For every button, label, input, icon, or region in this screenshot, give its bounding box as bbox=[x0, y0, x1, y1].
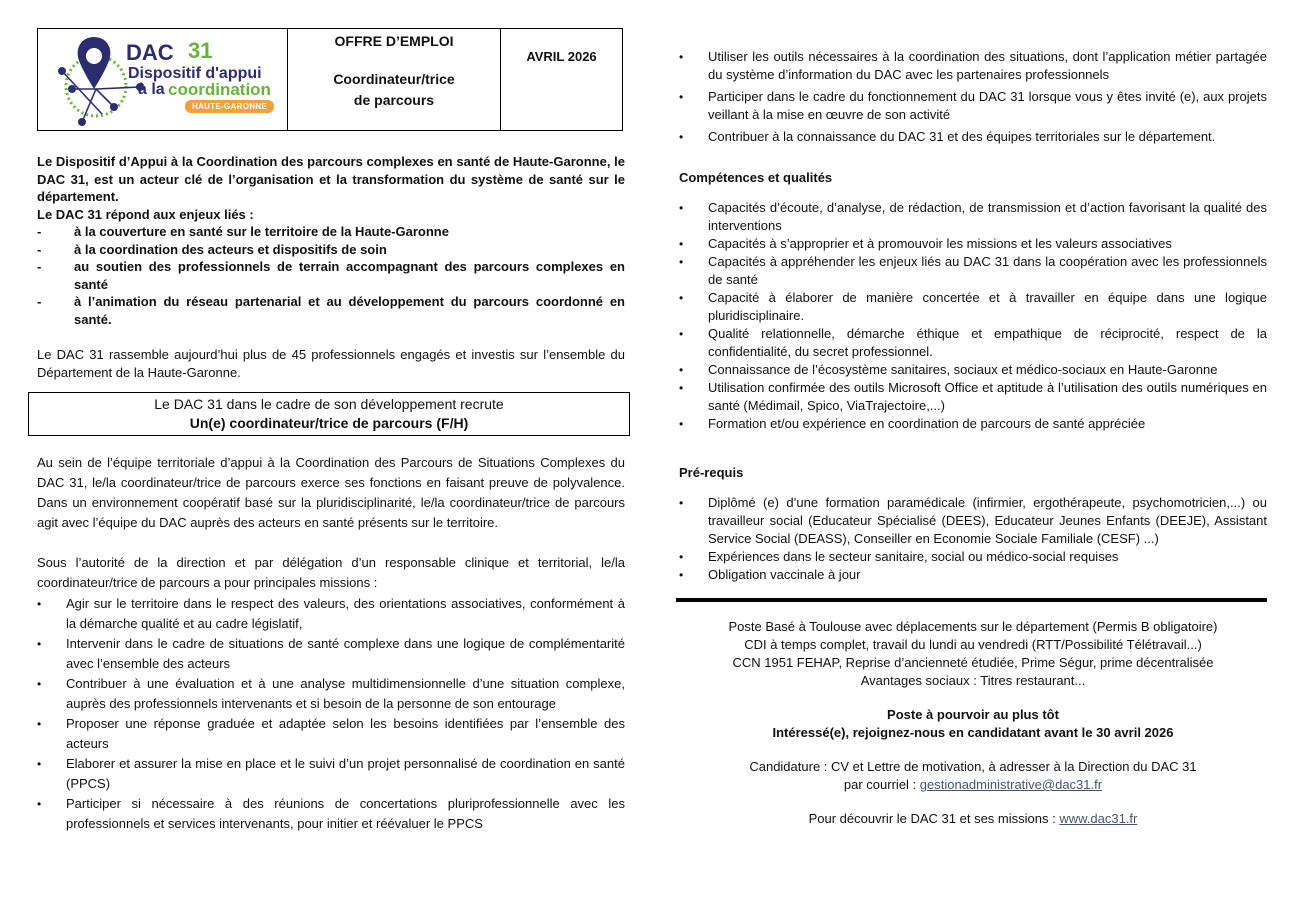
dash-icon: - bbox=[37, 224, 42, 239]
email-lead: par courriel : bbox=[843, 777, 920, 792]
list-item: - à la coordination des acteurs et dispositifs de soin bbox=[37, 241, 387, 257]
list-item: • Capacités à appréhender les enjeux liés au DAC 31 dans la coopération avec les professionnels de santé bbox=[679, 254, 1267, 287]
bullet-icon: • bbox=[679, 417, 684, 431]
dash-icon: - bbox=[37, 259, 42, 274]
email-line bbox=[679, 776, 1267, 794]
right-column bbox=[679, 28, 1267, 828]
list-item: • Contribuer à la connaissance du DAC 31 et des équipes territoriales sur le département. bbox=[679, 129, 1216, 144]
list-item: • Participer dans le cadre du fonctionnement du DAC 31 lorsque vous y êtes invité (e), aux projets veillant à la mise en œuvre de son activité bbox=[679, 89, 1267, 122]
bullet-icon: • bbox=[679, 90, 684, 104]
condition-line: CCN 1951 FEHAP, Reprise d’ancienneté étudiée, Prime Ségur, prime décentralisée bbox=[732, 655, 1214, 670]
logo bbox=[38, 29, 288, 130]
list-item: • Formation et/ou expérience en coordination de parcours de santé appréciée bbox=[679, 416, 1146, 431]
logo-coordination: coordination bbox=[168, 80, 271, 99]
list-item: - à la couverture en santé sur le territoire de la Haute-Garonne bbox=[37, 224, 449, 239]
recruit-box bbox=[28, 392, 630, 436]
description-paragraph2: Sous l’autorité de la direction et par délégation d’un responsable clinique et territorial, le/la coordinateur/trice de parcours a pour principales missions : bbox=[37, 555, 625, 590]
missions-list-left bbox=[37, 594, 625, 834]
bullet-icon: • bbox=[37, 717, 42, 731]
header-table bbox=[37, 28, 623, 131]
enjeux-lead: Le DAC 31 répond aux enjeux liés : bbox=[37, 206, 254, 222]
condition-line: Avantages sociaux : Titres restaurant... bbox=[860, 673, 1086, 688]
deadline: Intéressé(e), rejoignez-nous en candidatant avant le 30 avril 2026 bbox=[772, 725, 1174, 740]
bullet-icon: • bbox=[679, 201, 684, 215]
prerequis-list bbox=[679, 494, 1267, 584]
list-item: • Contribuer à une évaluation et à une analyse multidimensionnelle d’une situation complexe, auprès des professionnels intervenants et si besoin de la personne de son entourage bbox=[37, 676, 625, 711]
job-title-line1: Coordinateur/trice bbox=[333, 71, 455, 87]
bullet-icon: • bbox=[37, 597, 42, 611]
bullet-icon: • bbox=[679, 381, 684, 395]
recruit-line1: Le DAC 31 dans le cadre de son développement recrute bbox=[154, 396, 504, 412]
list-item: • Expériences dans le secteur sanitaire, social ou médico-social requises bbox=[679, 549, 1119, 564]
left-column bbox=[37, 28, 625, 834]
list-item: • Proposer une réponse graduée et adaptée selon les besoins identifiées par l’ensemble des acteurs bbox=[37, 716, 625, 751]
availability: Poste à pourvoir au plus tôt bbox=[887, 707, 1059, 722]
bullet-icon: • bbox=[679, 327, 684, 341]
logo-a-la: à la bbox=[138, 81, 165, 98]
email-link[interactable]: gestionadministrative@dac31.fr bbox=[919, 777, 1103, 792]
bullet-icon: • bbox=[37, 677, 42, 691]
intro-block bbox=[37, 153, 625, 328]
section-divider bbox=[676, 598, 1267, 602]
conditions-block bbox=[679, 618, 1267, 828]
recruit-line2: Un(e) coordinateur/trice de parcours (F/H) bbox=[189, 415, 469, 431]
team-size-paragraph: Le DAC 31 rassemble aujourd’hui plus de 45 professionnels engagés et investis sur l’ensemble du Département de la Haute-Garonne. bbox=[37, 347, 625, 380]
bullet-icon: • bbox=[37, 797, 42, 811]
logo-dispositif: Dispositif d'appui bbox=[128, 65, 262, 82]
dash-icon: - bbox=[37, 294, 42, 309]
website-line bbox=[679, 810, 1267, 828]
list-item: • Capacités d’écoute, d’analyse, de rédaction, de transmission et d’action favorisant la qualité des interventions bbox=[679, 200, 1267, 233]
bullet-icon: • bbox=[679, 50, 684, 64]
list-item: • Qualité relationnelle, démarche éthique et empathique de réciprocité, respect de la confidentialité, du secret professionnel. bbox=[679, 326, 1267, 359]
bullet-icon: • bbox=[679, 496, 684, 510]
missions-list-right bbox=[679, 48, 1267, 146]
website-link[interactable]: www.dac31.fr bbox=[1059, 811, 1138, 826]
list-item: • Participer si nécessaire à des réunions de concertations pluriprofessionnelle avec les professionnels et services intervenants, pour initier et réévaluer le PPCS bbox=[37, 796, 625, 831]
logo-region-badge: HAUTE-GARONNE bbox=[185, 100, 274, 113]
dash-icon: - bbox=[37, 241, 42, 257]
bullet-icon: • bbox=[679, 363, 684, 377]
enjeux-list bbox=[37, 223, 625, 328]
bullet-icon: • bbox=[679, 568, 684, 582]
logo-31: 31 bbox=[188, 38, 213, 63]
bullet-icon: • bbox=[679, 237, 684, 251]
list-item: • Obligation vaccinale à jour bbox=[679, 567, 861, 582]
header-date: AVRIL 2026 bbox=[526, 49, 597, 64]
list-item: • Utiliser les outils nécessaires à la coordination des situations, dont l’application métier partagée du système d’information du DAC avec les partenaires professionnels bbox=[679, 49, 1267, 82]
prerequis-title: Pré-requis bbox=[679, 465, 744, 480]
list-item: • Agir sur le territoire dans le respect des valeurs, des orientations associatives, conformément à la démarche qualité et au cadre législatif, bbox=[37, 596, 625, 631]
list-item: • Capacité à élaborer de manière concertée et à travailler en équipe dans une logique pluridisciplinaire. bbox=[679, 290, 1267, 323]
bullet-icon: • bbox=[679, 291, 684, 305]
bullet-icon: • bbox=[679, 550, 684, 564]
list-item: • Intervenir dans le cadre de situations de santé complexe dans une logique de complémentarité avec l’ensemble des acteurs bbox=[37, 636, 625, 671]
competences-title: Compétences et qualités bbox=[679, 170, 833, 185]
logo-dac: DAC bbox=[126, 40, 174, 65]
application-instructions: Candidature : CV et Lettre de motivation, à adresser à la Direction du DAC 31 bbox=[749, 759, 1197, 774]
condition-line: Poste Basé à Toulouse avec déplacements sur le département (Permis B obligatoire) bbox=[728, 619, 1218, 634]
bullet-icon: • bbox=[37, 757, 42, 771]
description-paragraph1: Au sein de l’équipe territoriale d’appui à la Coordination des Parcours de Situations Complexes du DAC 31, le/la coordinateur/trice de parcours exerce ses fonctions en faisant preuve de polyvalence. Dans un environnement coopératif basé sur la pluridisciplinarité, le/la coordinateur/trice de parcours agit avec l’équipe du DAC auprès des acteurs en santé présents sur le territoire. bbox=[37, 455, 625, 530]
list-item: - au soutien des professionnels de terrain accompagnant des parcours complexes en santé bbox=[37, 259, 625, 292]
bullet-icon: • bbox=[37, 637, 42, 651]
list-item: • Diplômé (e) d’une formation paramédicale (infirmier, ergothérapeute, psychomotricien,...) ou travailleur social (Educateur Spécialisé (DEES), Educateur Jeunes Enfants (DEEJE), Assistant Service Social (DEASS), Conseiller en Economie Sociale Familiale (CESF) ...) bbox=[679, 495, 1267, 546]
condition-line: CDI à temps complet, travail du lundi au vendredi (RTT/Possibilité Télétravail...) bbox=[744, 637, 1202, 652]
list-item: • Connaissance de l’écosystème sanitaires, sociaux et médico-sociaux en Haute-Garonne bbox=[679, 362, 1218, 377]
job-title-line2: de parcours bbox=[353, 92, 435, 108]
list-item: - à l’animation du réseau partenarial et au développement du parcours coordonné en santé. bbox=[37, 294, 625, 327]
competences-list bbox=[679, 199, 1267, 433]
bullet-icon: • bbox=[679, 130, 684, 144]
list-item: • Capacités à s’approprier et à promouvoir les missions et les valeurs associatives bbox=[679, 236, 1172, 251]
doc-type: OFFRE D’EMPLOI bbox=[334, 33, 454, 49]
website-lead: Pour découvrir le DAC 31 et ses missions : bbox=[808, 811, 1060, 826]
list-item: • Elaborer et assurer la mise en place et le suivi d’un projet personnalisé de coordination en santé (PPCS) bbox=[37, 756, 625, 791]
list-item: • Utilisation confirmée des outils Microsoft Office et aptitude à l’utilisation des outils numériques en santé (Médimail, Spico, ViaTrajectoire,...) bbox=[679, 380, 1267, 413]
bullet-icon: • bbox=[679, 255, 684, 269]
header-title-cell bbox=[288, 29, 501, 130]
intro-paragraph: Le Dispositif d’Appui à la Coordination des parcours complexes en santé de Haute-Garonne, le DAC 31, est un acteur clé de l’organisation et la transformation du système de santé sur le département. bbox=[37, 154, 625, 204]
